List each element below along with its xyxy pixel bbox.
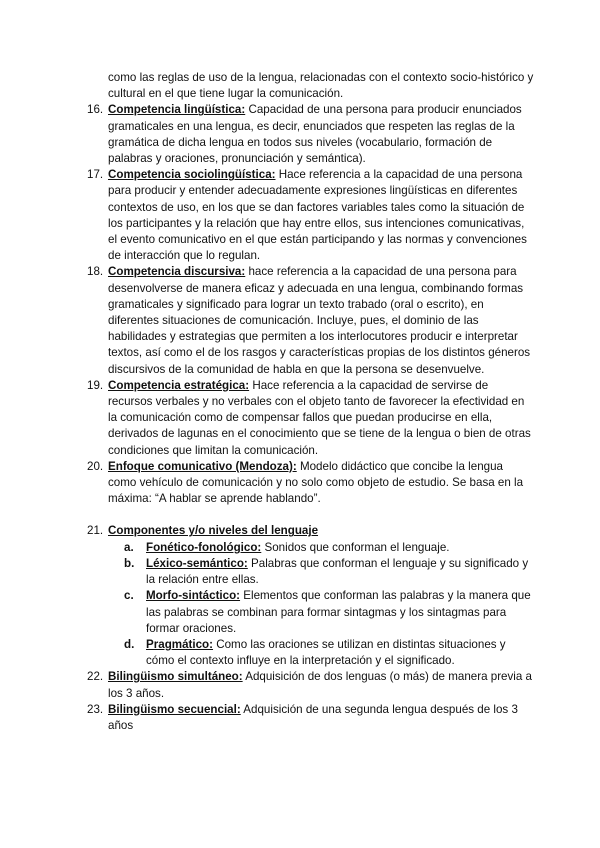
- definition-item-19: [87, 378, 534, 459]
- sub-letter: c.: [124, 589, 134, 603]
- item-text: Capacidad de una persona para producir enunciados gramaticales en una lengua, es decir, enunciados que respeten las reglas de la gramática de dicha lengua en todos sus niveles (vocabulario, formación de palabras y oraciones, pronunciación y semántica).: [108, 103, 522, 166]
- item-number: 18.: [87, 265, 104, 279]
- sub-text: Sonidos que conforman el lenguaje.: [261, 540, 450, 554]
- component-item-d: [87, 637, 534, 669]
- item-text: Modelo didáctico que concibe la lengua como vehículo de comunicación y no solo como objeto de estudio. Se basa en la máxima: “A hablar se aprende hablando”.: [108, 459, 524, 506]
- item-text: Hace referencia a la capacidad de servirse de recursos verbales y no verbales con el objeto tanto de favorecer la efectividad en la comunicación como de compensar fallos que puedan producirse en ella, derivados de lagunas en el conocimiento que se tiene de la lengua o bien de otras condiciones que limitan la comunicación.: [108, 378, 531, 457]
- item-number: 20.: [87, 459, 104, 473]
- component-item-a: [87, 540, 534, 556]
- sub-text: Palabras que conforman el lenguaje y su significado y la relación entre ellas.: [146, 556, 529, 587]
- item-number: 21.: [87, 524, 104, 538]
- sub-letter: b.: [124, 556, 135, 570]
- definition-item-23: [87, 702, 534, 734]
- sub-term: Morfo-sintáctico:: [146, 589, 241, 603]
- definition-item-22: [87, 669, 534, 701]
- item-term: Competencia sociolingüística:: [108, 168, 276, 182]
- item-number: 19.: [87, 378, 104, 392]
- item-text: Hace referencia a la capacidad de una persona para producir y entender adecuadamente expresiones lingüísticas en diferentes contextos de uso, en los que se dan factores variables tales como la situación de los participantes y la relación que hay entre ellos, sus intenciones comunicativas, el evento comunicativo en el que están participando y las normas y convenciones de interacción que lo regulan.: [108, 168, 527, 263]
- definition-item-17: [87, 167, 534, 264]
- item-term: Competencia discursiva:: [108, 265, 246, 279]
- definition-item-20: [87, 459, 534, 508]
- sub-term: Léxico-semántico:: [146, 556, 248, 570]
- item-text: hace referencia a la capacidad de una persona para desenvolverse de manera eficaz y adecuada en una lengua, combinando formas gramaticales y significado para lograr un texto trabado (oral o escrito), en diferentes situaciones de comunicación. Incluye, pues, el dominio de las habilidades y estrategias que permiten a los interlocutores producir e interpretar textos, así como el de los rasgos y características propias de los distintos géneros discursivos de la comunidad de habla en que la persona se desenvuelve.: [108, 265, 531, 376]
- item-number: 22.: [87, 670, 104, 684]
- definition-item-18: [87, 264, 534, 377]
- sub-text: Como las oraciones se utilizan en distintas situaciones y cómo el contexto influye en la interpretación y el significado.: [146, 637, 506, 668]
- sub-text: Elementos que conforman las palabras y la manera que las palabras se combinan para formar sintagmas y los sintagmas para formar oraciones.: [146, 589, 531, 635]
- sub-term: Pragmático:: [146, 637, 214, 651]
- item-term: Enfoque comunicativo (Mendoza):: [108, 459, 297, 473]
- item-number: 17.: [87, 168, 104, 182]
- spacer: [87, 507, 534, 523]
- definition-item-16: [87, 102, 534, 167]
- item-term: Bilingüismo secuencial:: [108, 702, 241, 716]
- sub-letter: a.: [124, 540, 134, 554]
- item-text: Adquisición de una segunda lengua después de los 3 años: [108, 702, 518, 732]
- item-number: 23.: [87, 702, 104, 716]
- component-item-b: [87, 556, 534, 588]
- item-number: 16.: [87, 103, 104, 117]
- document-content: [87, 70, 534, 734]
- item-text: Adquisición de dos lenguas (o más) de manera previa a los 3 años.: [108, 670, 532, 700]
- item-term: Competencia lingüística:: [108, 103, 246, 117]
- section-heading: Componentes y/o niveles del lenguaje: [108, 524, 319, 538]
- components-heading-item: [87, 523, 534, 539]
- sub-letter: d.: [124, 637, 135, 651]
- item-term: Bilingüismo simultáneo:: [108, 670, 243, 684]
- item-term: Competencia estratégica:: [108, 378, 250, 392]
- lead-paragraph: como las reglas de uso de la lengua, relacionadas con el contexto socio-histórico y cultural en el que tiene lugar la comunicación.: [108, 71, 534, 101]
- component-item-c: [87, 588, 534, 637]
- sub-term: Fonético-fonológico:: [146, 540, 262, 554]
